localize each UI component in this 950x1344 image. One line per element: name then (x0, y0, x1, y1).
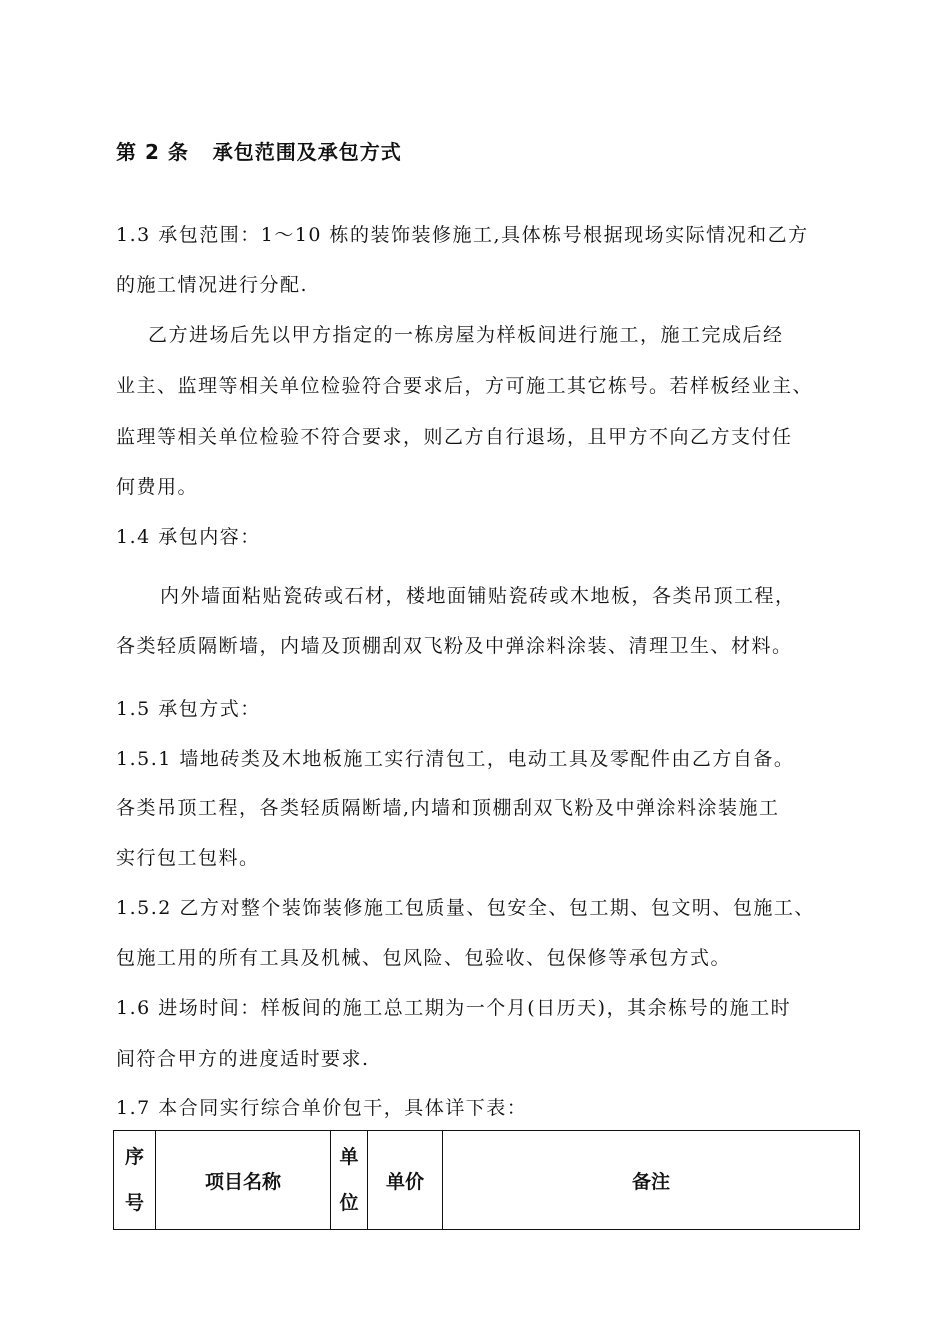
scope-content-line-1: 内外墙面粘贴瓷砖或石材，楼地面铺贴瓷砖或木地板，各类吊顶工程， (160, 585, 796, 607)
sample-room-line-2: 业主、监理等相关单位检验符合要求后，方可施工其它栋号。若样板经业主、 (116, 375, 814, 397)
header-serial-char-1: 序 (124, 1146, 144, 1168)
header-item-name: 项目名称 (156, 1131, 331, 1230)
sample-room-line-1: 乙方进场后先以甲方指定的一栋房屋为样板间进行施工，施工完成后经 (148, 324, 784, 346)
table-header-row (114, 1131, 860, 1230)
unit-price-table (113, 1130, 860, 1230)
clause-1-5-title: 1.5 承包方式： (116, 698, 261, 720)
clause-1-4-title: 1.4 承包内容： (116, 526, 261, 548)
header-unit-char-1: 单 (339, 1146, 359, 1168)
clause-1-5-1-line-2: 各类吊顶工程，各类轻质隔断墙,内墙和顶棚刮双飞粉及中弹涂料涂装施工 (116, 797, 780, 819)
sample-room-line-4: 何费用。 (116, 476, 199, 498)
clause-1-5-2-line-2: 包施工用的所有工具及机械、包风险、包验收、包保修等承包方式。 (116, 947, 732, 969)
header-unit-price: 单价 (368, 1131, 443, 1230)
header-remarks: 备注 (443, 1131, 860, 1230)
article-heading: 第 2 条 承包范围及承包方式 (116, 140, 402, 164)
clause-1-6-line-2: 间符合甲方的进度适时要求. (116, 1048, 370, 1070)
clause-1-3-line-1: 1.3 承包范围：1～10 栋的装饰装修施工,具体栋号根据现场实际情况和乙方 (116, 224, 809, 246)
header-unit-char-2: 位 (339, 1192, 359, 1214)
header-serial-char-2: 号 (124, 1192, 144, 1214)
clause-1-6-line-1: 1.6 进场时间：样板间的施工总工期为一个月(日历天)，其余栋号的施工时 (116, 997, 792, 1019)
header-unit (331, 1131, 368, 1230)
clause-1-5-2-line-1: 1.5.2 乙方对整个装饰装修施工包质量、包安全、包工期、包文明、包施工、 (116, 897, 815, 919)
clause-1-3-line-2: 的施工情况进行分配. (116, 274, 309, 296)
clause-1-7-line: 1.7 本合同实行综合单价包干，具体详下表： (116, 1097, 528, 1119)
header-serial-number (114, 1131, 156, 1230)
clause-1-5-1-line-1: 1.5.1 墙地砖类及木地板施工实行清包工，电动工具及零配件由乙方自备。 (116, 748, 795, 770)
sample-room-line-3: 监理等相关单位检验不符合要求，则乙方自行退场，且甲方不向乙方支付任 (116, 426, 793, 448)
scope-content-line-2: 各类轻质隔断墙，内墙及顶棚刮双飞粉及中弹涂料涂装、清理卫生、材料。 (116, 635, 793, 657)
clause-1-5-1-line-3: 实行包工包料。 (116, 847, 260, 869)
